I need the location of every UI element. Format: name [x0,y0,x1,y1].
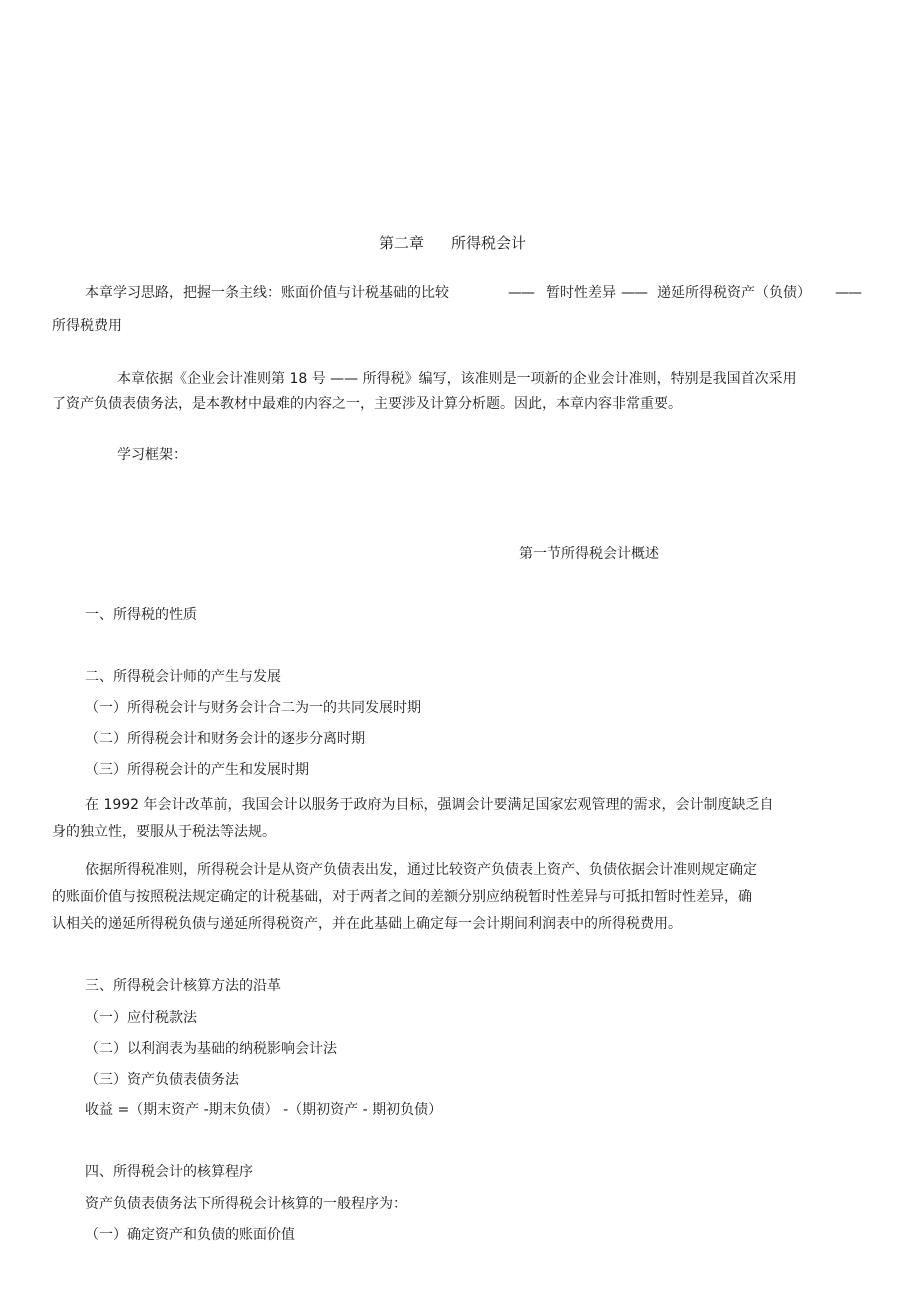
list-item: （一）应付税款法 [85,1010,197,1026]
paragraph-standard-line-2: 的账面价值与按照税法规定确定的计税基础，对于两者之间的差额分别应纳税暂时性差异与可抵扣暂时性差异，确 [52,889,752,905]
chapter-title: 所得税会计 [451,234,527,252]
intro-dash-3: —— [835,285,861,301]
chapter-number: 第二章 [379,234,425,252]
heading-nature-of-income-tax: 一、所得税的性质 [85,607,197,623]
paragraph-standard-line-3: 认相关的递延所得税负债与递延所得税资产，并在此基础上确定每一会计期间利润表中的所得税费用。 [52,916,682,932]
intro-step-income-tax-expense: 所得税费用 [52,318,122,334]
list-item: （二）所得税会计和财务会计的逐步分离时期 [85,731,365,747]
framework-label: 学习框架： [117,447,187,463]
procedure-intro: 资产负债表债务法下所得税会计核算的一般程序为： [85,1196,407,1212]
paragraph-1992-line-2: 身的独立性，要服从于税法等法规。 [52,824,276,840]
basis-line-2: 了资产负债表债务法，是本教材中最难的内容之一，主要涉及计算分析题。因此，本章内容非常重要。 [52,396,682,412]
intro-dash-1: —— [508,285,534,301]
list-item: （一）所得税会计与财务会计合二为一的共同发展时期 [85,700,421,716]
income-formula: 收益 =（期末资产 -期末负债） -（期初资产 - 期初负债） [85,1102,443,1118]
heading-origin-and-development: 二、所得税会计师的产生与发展 [85,669,281,685]
list-item: （一）确定资产和负债的账面价值 [85,1227,295,1243]
basis-line-1: 本章依据《企业会计准则第 18 号 —— 所得税》编写，该准则是一项新的企业会计准则，特别是我国首次采用 [117,371,797,387]
intro-dash-2: —— [621,285,647,301]
paragraph-1992-line-1: 在 1992 年会计改革前，我国会计以服务于政府为目标，强调会计要满足国家宏观管理的需求，会计制度缺乏自 [85,797,774,813]
intro-step-temporary-difference: 暂时性差异 [546,285,616,301]
list-item: （三）所得税会计的产生和发展时期 [85,762,309,778]
list-item: （二）以利润表为基础的纳税影响会计法 [85,1041,337,1057]
paragraph-standard-line-1: 依据所得税准则，所得税会计是从资产负债表出发，通过比较资产负债表上资产、负债依据会计准则规定确定 [85,862,757,878]
intro-lead: 本章学习思路，把握一条主线：账面价值与计税基础的比较 [85,285,449,301]
heading-accounting-methods: 三、所得税会计核算方法的沿革 [85,978,281,994]
heading-accounting-procedure: 四、所得税会计的核算程序 [85,1164,253,1180]
intro-step-deferred-tax: 递延所得税资产（负债） [657,285,811,301]
section-1-title: 第一节所得税会计概述 [519,546,659,562]
list-item: （三）资产负债表债务法 [85,1072,239,1088]
